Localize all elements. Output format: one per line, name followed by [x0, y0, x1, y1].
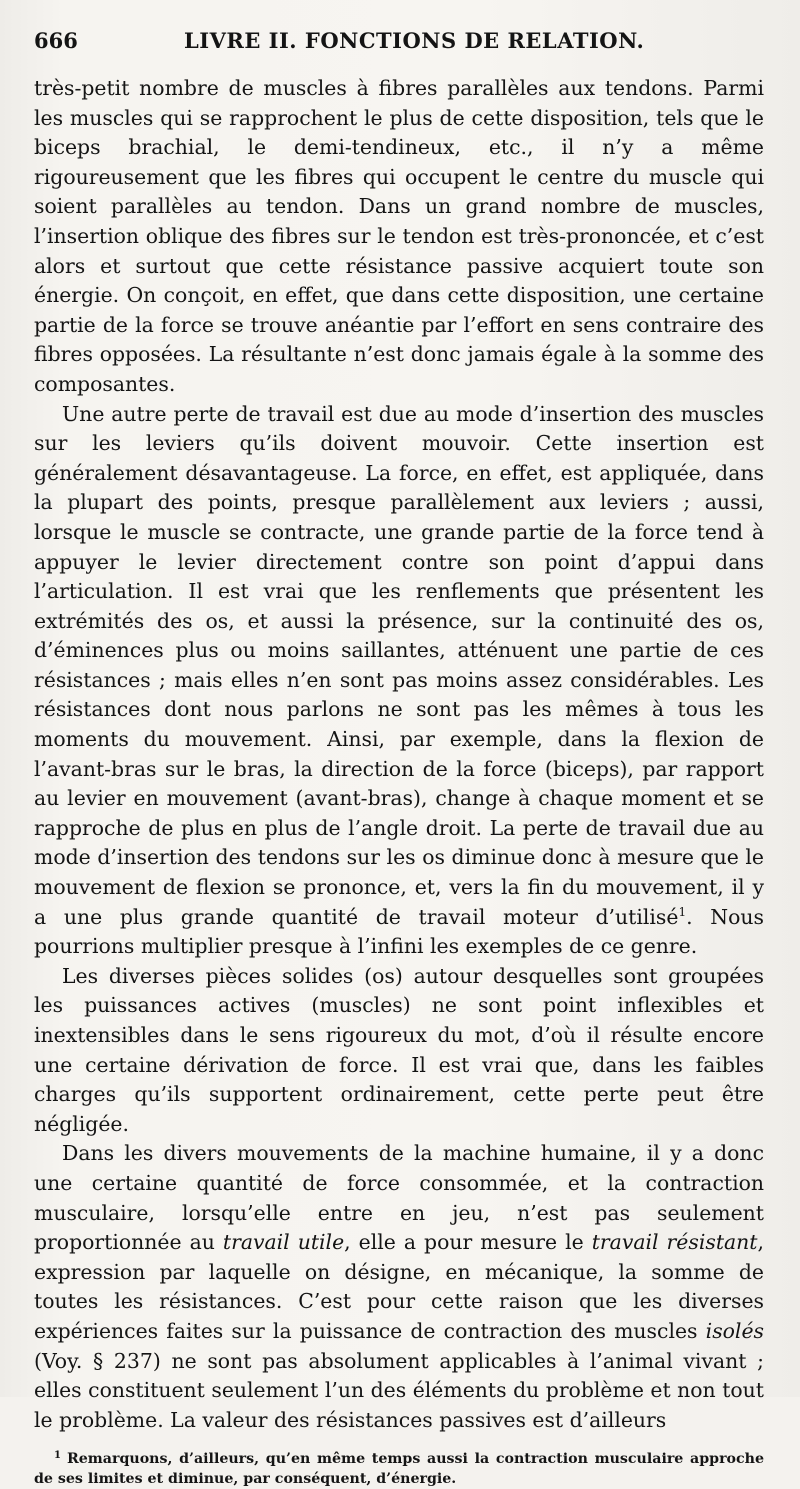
italic-term-isoles: isolés: [705, 1318, 764, 1343]
page-header: [34, 28, 764, 74]
italic-term-travail-resistant: travail résistant: [591, 1230, 758, 1255]
paragraph-4-text-c: , expression par laquelle on désigne, en mécanique, la somme de toutes les résistances. C’est pour cette raison que les diverses expériences faites sur la puissance de contraction des muscles: [34, 1230, 764, 1343]
paragraph-2-text: Une autre perte de travail est due au mode d’insertion des muscles sur les leviers qu’ils doivent mouvoir. Cette insertion est généralement désavantageuse. La force, en effet, est appliquée, dans la plupart des points, presque parallèlement aux leviers ; aussi, lorsque le muscle se contracte, une grande partie de la force tend à appuyer le levier directement contre son point d’appui dans l’articulation. Il est vrai que les renflements que présentent les extrémités des os, et aussi la présence, sur la continuité des os, d’éminences plus ou moins saillantes, atténuent une partie de ces résistances ; mais elles n’en sont pas moins assez considérables. Les résistances dont nous parlons ne sont pas les mêmes à tous les moments du mouvement. Ainsi, par exemple, dans la flexion de l’avant-bras sur le bras, la direction de la force (biceps), par rapport au levier en mouvement (avant-bras), change à chaque moment et se rapproche de plus en plus de l’angle droit. La perte de travail due au mode d’insertion des tendons sur les os diminue donc à mesure que le mouvement de flexion se prononce, et, vers la fin du mouvement, il y a une plus grande quantité de travail moteur d’utilisé: [34, 401, 764, 929]
footnote-mark: 1: [54, 1449, 61, 1461]
footnote-reference[interactable]: 1: [678, 904, 687, 919]
paragraph-1: très-petit nombre de muscles à fibres parallèles aux tendons. Parmi les muscles qui se rapprochent le plus de cette disposition, tels que le biceps brachial, le demi-tendineux, etc., il n’y a même rigoureusement que les fibres qui occupent le centre du muscle qui soient parallèles au tendon. Dans un grand nombre de muscles, l’insertion oblique des fibres sur le tendon est très-prononcée, et c’est alors et surtout que cette résistance passive acquiert toute son énergie. On conçoit, en effet, que dans cette disposition, une certaine partie de la force se trouve anéantie par l’effort en sens contraire des fibres opposées. La résultante n’est donc jamais égale à la somme des composantes.: [34, 76, 764, 396]
paragraph-4: [34, 1139, 764, 1435]
paragraph-2-text-end: . Nous pourrions multiplier presque à l’infini les exemples de ce genre.: [34, 904, 764, 959]
footnotes: [34, 1449, 764, 1489]
running-head: LIVRE II. FONCTIONS DE RELATION.: [184, 28, 645, 53]
paragraph-4-text-b: , elle a pour mesure le: [344, 1230, 592, 1255]
page-number: 666: [34, 28, 78, 53]
body-text: [34, 74, 764, 1435]
italic-term-travail-utile: travail utile: [222, 1230, 345, 1255]
paragraph-3: Les diverses pièces solides (os) autour desquelles sont groupées les puissances actives (muscles) ne sont point inflexibles et inextensibles dans le sens rigoureux du mot, d’où il résulte encore une certaine dérivation de force. Il est vrai que, dans les faibles charges qu’ils supportent ordinairement, cette perte peut être négligée.: [34, 963, 764, 1136]
paragraph-4-text-a: Dans les divers mouvements de la machine humaine, il y a donc une certaine quantité de force consommée, et la contraction musculaire, lorsqu’elle entre en jeu, n’est pas seulement proportionnée au: [34, 1141, 764, 1255]
footnote-1: [34, 1449, 764, 1489]
paragraph-2: [34, 400, 764, 962]
paragraph-4-text-d: (Voy. § 237) ne sont pas absolument applicables à l’animal vivant ; elles constituent seulement l’un des éléments du problème et non tout le problème. La valeur des résistances passives est d’ailleurs: [34, 1348, 764, 1432]
footnote-text: Remarquons, d’ailleurs, qu’en même temps aussi la contraction musculaire approche de ses limites et diminue, par conséquent, d’énergie.: [34, 1451, 764, 1488]
